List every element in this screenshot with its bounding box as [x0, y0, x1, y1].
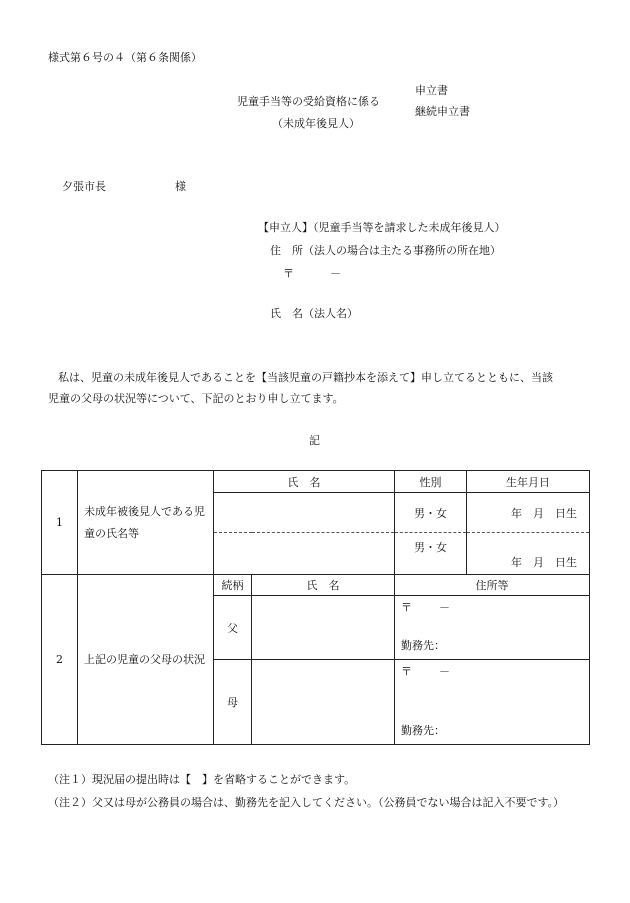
applicant-name-label: 氏 名（法人名）: [270, 307, 358, 320]
child-name-cell-2[interactable]: [214, 533, 395, 575]
header-child-name: 氏 名: [214, 471, 395, 493]
option-application: 申立書: [415, 84, 448, 97]
option-continued-application: 継続申立書: [415, 105, 470, 118]
child-sex-cell-1: 男・女: [395, 493, 467, 533]
form-title: 児童手当等の受給資格に係る: [237, 95, 380, 108]
mother-address-cell[interactable]: [395, 660, 590, 745]
father-address-cell[interactable]: [395, 596, 590, 660]
header-relation: 続柄: [214, 575, 252, 596]
applicant-postal-dash: －: [330, 267, 341, 280]
statement-line-1: 私は、児童の未成年後見人であることを【当該児童の戸籍抄本を添えて】申し立てるとともに、当該: [58, 371, 553, 384]
form-number: 様式第６号の４（第６条関係）: [48, 51, 202, 64]
statement-line-2: 児童の父母の状況等について、下記のとおり申し立てます。: [48, 392, 344, 405]
mother-name-cell[interactable]: [252, 660, 395, 745]
section-2-number: 2: [42, 575, 78, 745]
addressee-mayor: 夕張市長: [62, 180, 106, 193]
section-2-label: 上記の児童の父母の状況: [78, 575, 214, 745]
ki-heading: 記: [309, 434, 320, 447]
note-1: （注１）現況届の提出時は【 】を省略することができます。: [48, 773, 356, 786]
note-2: （注２）父又は母が公務員の場合は、勤務先を記入してください。（公務員でない場合は記入不要です。）: [48, 796, 565, 809]
relation-father: 父: [214, 596, 252, 660]
applicant-heading: 【申立人】（児童手当等を請求した未成年後見人）: [258, 221, 506, 234]
mother-workplace-label: 勤務先：: [401, 724, 445, 737]
header-parent-name: 氏 名: [252, 575, 395, 596]
father-postal-dash: －: [439, 601, 450, 614]
child-sex-cell-2: 男・女: [395, 533, 467, 575]
father-name-cell[interactable]: [252, 596, 395, 660]
mother-postal-mark: 〒: [401, 665, 412, 678]
statement-table: [41, 470, 590, 745]
child-name-cell-1[interactable]: [214, 493, 395, 533]
header-address: 住所等: [395, 575, 590, 596]
child-birth-cell-1: 年 月 日生: [467, 493, 590, 533]
applicant-postal-mark: 〒: [283, 267, 294, 280]
section-1-number: 1: [42, 471, 78, 575]
header-sex: 性別: [395, 471, 467, 493]
header-birthdate: 生年月日: [467, 471, 590, 493]
father-workplace-label: 勤務先：: [401, 639, 445, 652]
section-1-label: 未成年被後見人である児童の氏名等: [78, 471, 214, 575]
mother-postal-dash: －: [439, 665, 450, 678]
applicant-address-label: 住 所（法人の場合は主たる事務所の所在地）: [270, 244, 501, 257]
father-postal-mark: 〒: [401, 601, 412, 614]
relation-mother: 母: [214, 660, 252, 745]
child-birth-cell-2: 年 月 日生: [467, 533, 590, 575]
addressee-honorific: 様: [175, 180, 186, 193]
form-subtitle: （未成年後見人）: [272, 117, 360, 130]
